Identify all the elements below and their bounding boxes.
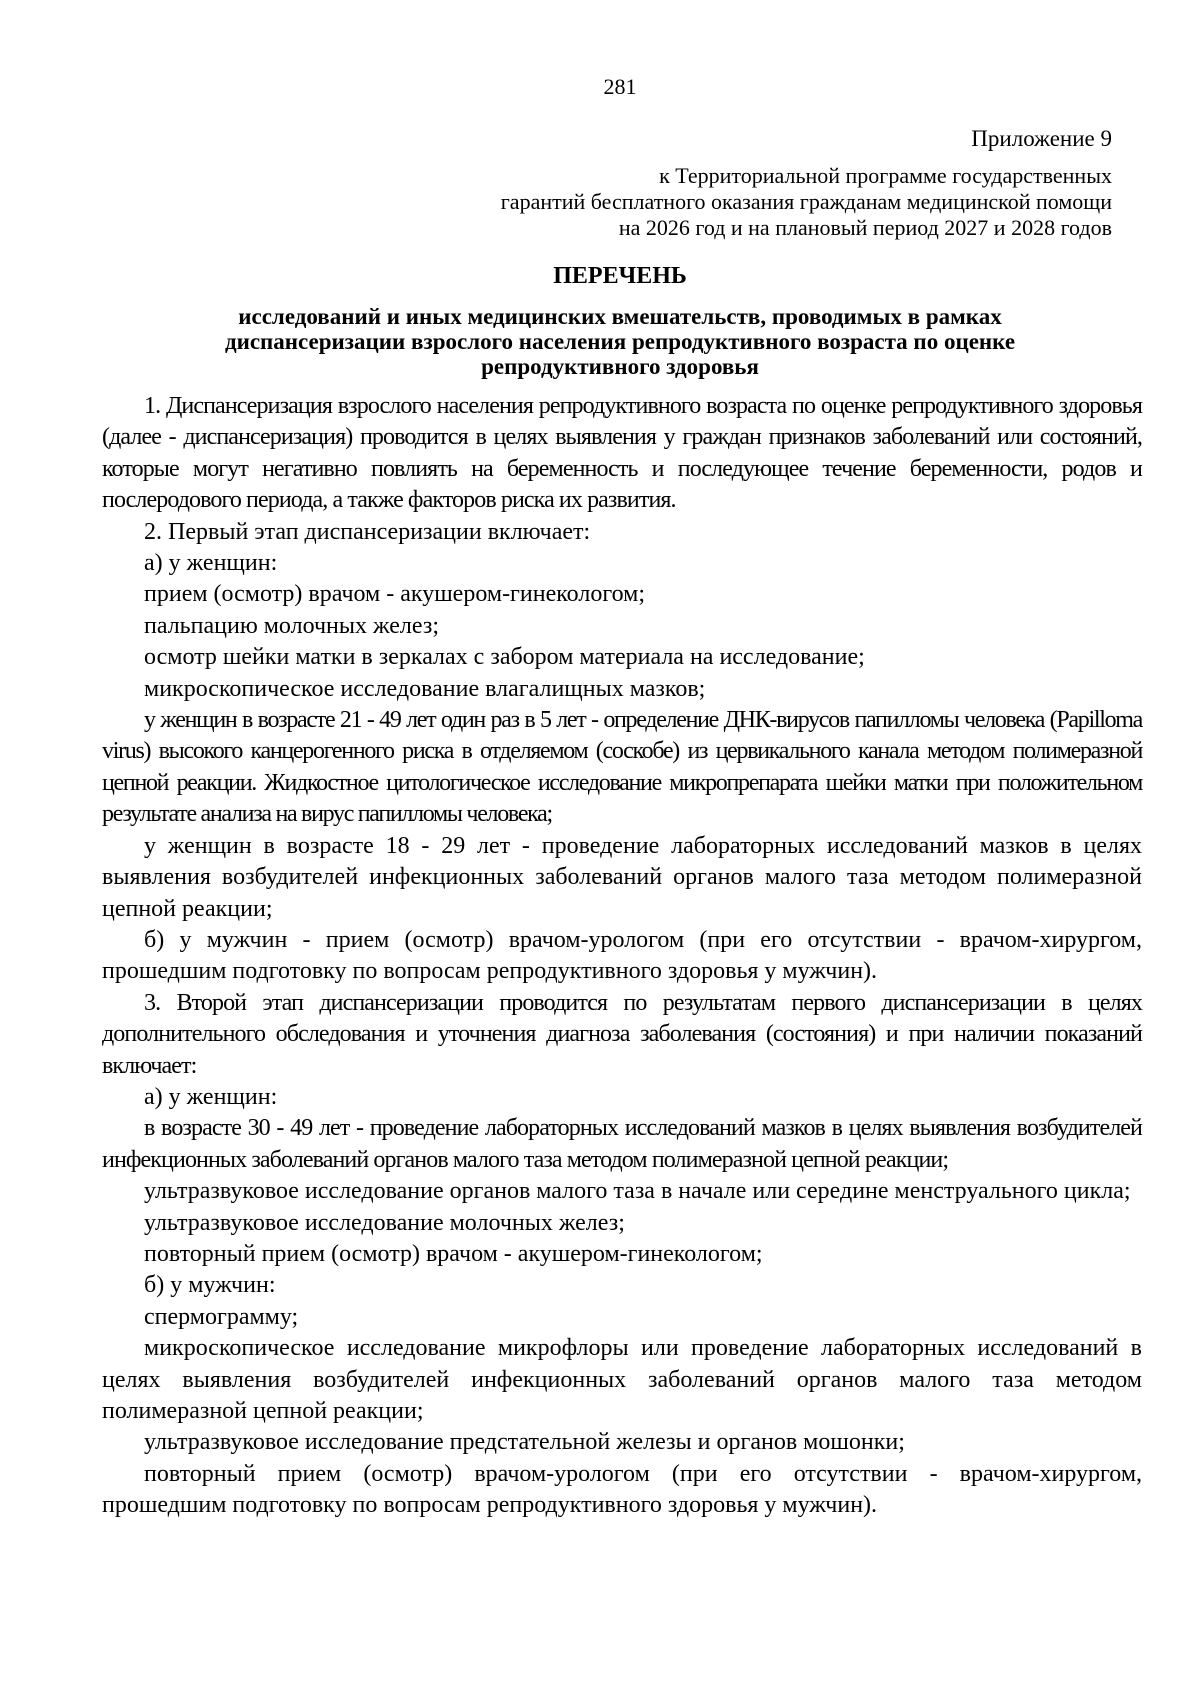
subtitle-line: исследований и иных медицинских вмешательств, проводимых в рамках [238,304,1002,329]
paragraph-men-header: б) у мужчин: [144,1272,276,1299]
paragraph: повторный прием (осмотр) врачом - акушером-гинекологом; [144,1240,763,1267]
subtitle-line: диспансеризации взрослого населения репродуктивного возраста по оценке [224,329,1016,354]
document-subtitle [120,304,1120,379]
paragraph-men: б) у мужчин - прием (осмотр) врачом-урологом (при его отсутствии - врачом-хирургом, прошедшим подготовку по вопросам репродуктивного здоровья у мужчин). [102,926,1142,985]
appendix-reference-line: на 2026 год и на плановый период 2027 и 2028 годов [618,215,1112,240]
paragraph: пальпацию молочных желез; [144,612,439,639]
paragraph: повторный прием (осмотр) врачом-урологом (при его отсутствии - врачом-хирургом, прошедшим подготовку по вопросам репродуктивного здоровья у мужчин). [102,1460,1142,1519]
paragraph-item-3: 3. Второй этап диспансеризации проводится по результатам первого диспансеризации в целях дополнительного обследования и уточнения диагноза заболевания (состояния) и при наличии показаний включает: [102,989,1142,1079]
paragraph: у женщин в возрасте 18 - 29 лет - проведение лабораторных исследований мазков в целях выявления возбудителей инфекционных заболеваний органов малого таза методом полимеразной цепной реакции; [102,832,1142,922]
document-title: ПЕРЕЧЕНЬ [553,263,687,289]
appendix-reference-line: к Территориальной программе государственных [659,163,1112,188]
paragraph: ультразвуковое исследование молочных желез; [144,1209,625,1236]
paragraph: осмотр шейки матки в зеркалах с забором материала на исследование; [144,644,865,671]
paragraph: у женщин в возрасте 21 - 49 лет один раз в 5 лет - определение ДНК-вирусов папилломы человека (Papilloma virus) высокого канцерогенного риска в отделяемом (соскобе) из цервикального канала методом полимеразной цепной реакции. Жидкостное цитологическое исследование микропрепарата шейки матки при положительном результате анализа на вирус папилломы человека; [102,707,1142,828]
subtitle-line: репродуктивного здоровья [481,354,759,379]
paragraph: микроскопическое исследование влагалищных мазков; [144,675,706,702]
paragraph: микроскопическое исследование микрофлоры или проведение лабораторных исследований в целях выявления возбудителей инфекционных заболеваний органов малого таза методом полимеразной цепной реакции; [102,1335,1142,1424]
paragraph: ультразвуковое исследование органов малого таза в начале или середине менструального цикла; [144,1178,1131,1205]
appendix-label: Приложение 9 [971,126,1112,151]
appendix-reference [392,163,1112,241]
appendix-reference-line: гарантий бесплатного оказания гражданам медицинской помощи [500,189,1112,214]
paragraph: прием (осмотр) врачом - акушером-гинекологом; [144,581,645,608]
paragraph-item-2: 2. Первый этап диспансеризации включает: [144,518,591,545]
paragraph-women-header: а) у женщин: [144,550,278,577]
document-body [102,391,1142,1522]
paragraph-women-header: а) у женщин: [144,1083,278,1110]
paragraph: спермограмму; [144,1303,299,1330]
paragraph: в возрасте 30 - 49 лет - проведение лабораторных исследований мазков в целях выявления возбудителей инфекционных заболеваний органов малого таза методом полимеразной цепной реакции; [102,1115,1142,1173]
paragraph: ультразвуковое исследование предстательной железы и органов мошонки; [144,1429,905,1456]
paragraph-item-1: 1. Диспансеризация взрослого населения репродуктивного возраста по оценке репродуктивного здоровья (далее - диспансеризация) проводится в целях выявления у граждан признаков заболеваний или состояний, которые могут негативно повлиять на беременность и последующее течение беременности, родов и послеродового периода, а также факторов риска их развития. [102,393,1142,514]
page-number: 281 [603,74,637,99]
